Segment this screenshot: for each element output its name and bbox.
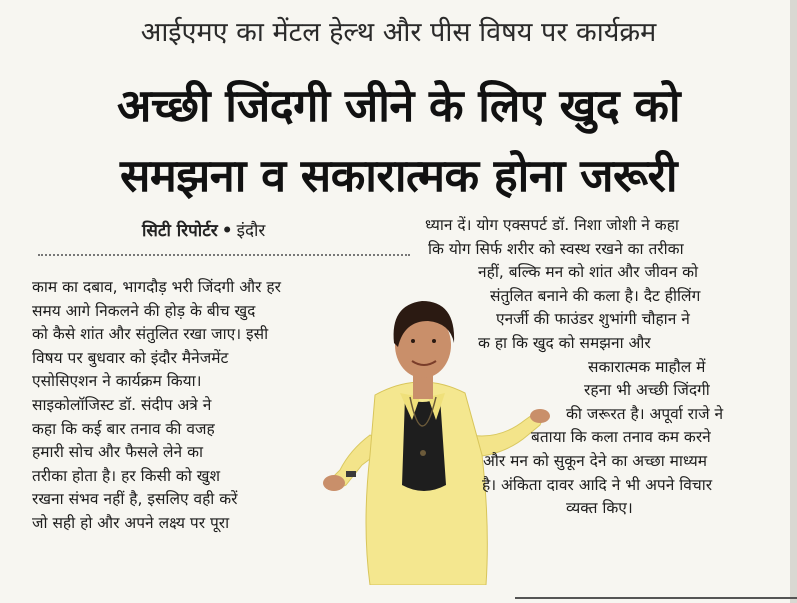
right-column-line: कि योग सिर्फ शरीर को स्वस्थ रखने का तरीका [428, 239, 684, 258]
headline-line-1: अच्छी जिंदगी जीने के लिए खुद को [116, 79, 681, 132]
left-column [32, 276, 281, 536]
right-column-line: व्यक्त किए। [566, 499, 633, 518]
bottom-rule [515, 597, 797, 599]
left-column-line: जो सही हो और अपने लक्ष्य पर पूरा [32, 513, 230, 532]
left-column-line: रखना संभव नहीं है, इसलिए वही करें [32, 490, 238, 509]
left-column-line: काम का दबाव, भागदौड़ भरी जिंदगी और हर [32, 278, 281, 296]
right-column-line: की जरूरत है। अपूर्वा राजे ने [566, 404, 724, 423]
right-column-line: सकारात्मक माहौल में [588, 357, 706, 376]
right-column-line: ध्यान दें। योग एक्सपर्ट डॉ. निशा जोशी ने कहा [425, 216, 679, 234]
right-column-line: है। अंकिता दावर आदि ने भी अपने विचार [482, 475, 713, 494]
right-column-line: बताया कि कला तनाव कम करने [531, 428, 711, 447]
left-column-line: विषय पर बुधवार को इंदौर मैनेजमेंट [32, 348, 229, 367]
article-kicker: आईएमए का मेंटल हेल्थ और पीस विषय पर कार्यक्रम [140, 17, 657, 48]
left-column-line: कहा कि कई बार तनाव की वजह [32, 419, 215, 438]
byline-city: इंदौर [236, 221, 266, 241]
byline [142, 218, 265, 241]
right-column-line: क हा कि खुद को समझना और [478, 334, 651, 352]
dotted-rule [38, 254, 410, 256]
left-column-line: एसोसिएशन ने कार्यक्रम किया। [32, 372, 202, 391]
right-column-line: एनर्जी की फाउंडर शुभांगी चौहान ने [496, 310, 690, 329]
right-column-line: और मन को सुकून देने का अच्छा माध्यम [483, 452, 708, 470]
byline-separator: • [221, 221, 233, 241]
left-column-line: साइकोलॉजिस्ट डॉ. संदीप अत्रे ने [32, 395, 212, 414]
right-column-line: नहीं, बल्कि मन को शांत और जीवन को [478, 263, 699, 282]
byline-reporter: सिटी रिपोर्टर [142, 221, 218, 241]
left-column-line: तरीका होता है। हर किसी को खुश [32, 466, 220, 485]
left-column-line: समय आगे निकलने की होड़ के बीच खुद [32, 301, 256, 320]
headline-line-2: समझना व सकारात्मक होना जरूरी [119, 149, 678, 202]
right-column-line: संतुलित बनाने की कला है। दैट हीलिंग [490, 286, 701, 305]
left-column-line: को कैसे शांत और संतुलित रखा जाए। इसी [32, 325, 269, 344]
right-column-line: रहना भी अच्छी जिंदगी [584, 381, 710, 400]
left-column-line: हमारी सोच और फैसले लेने का [32, 443, 204, 462]
